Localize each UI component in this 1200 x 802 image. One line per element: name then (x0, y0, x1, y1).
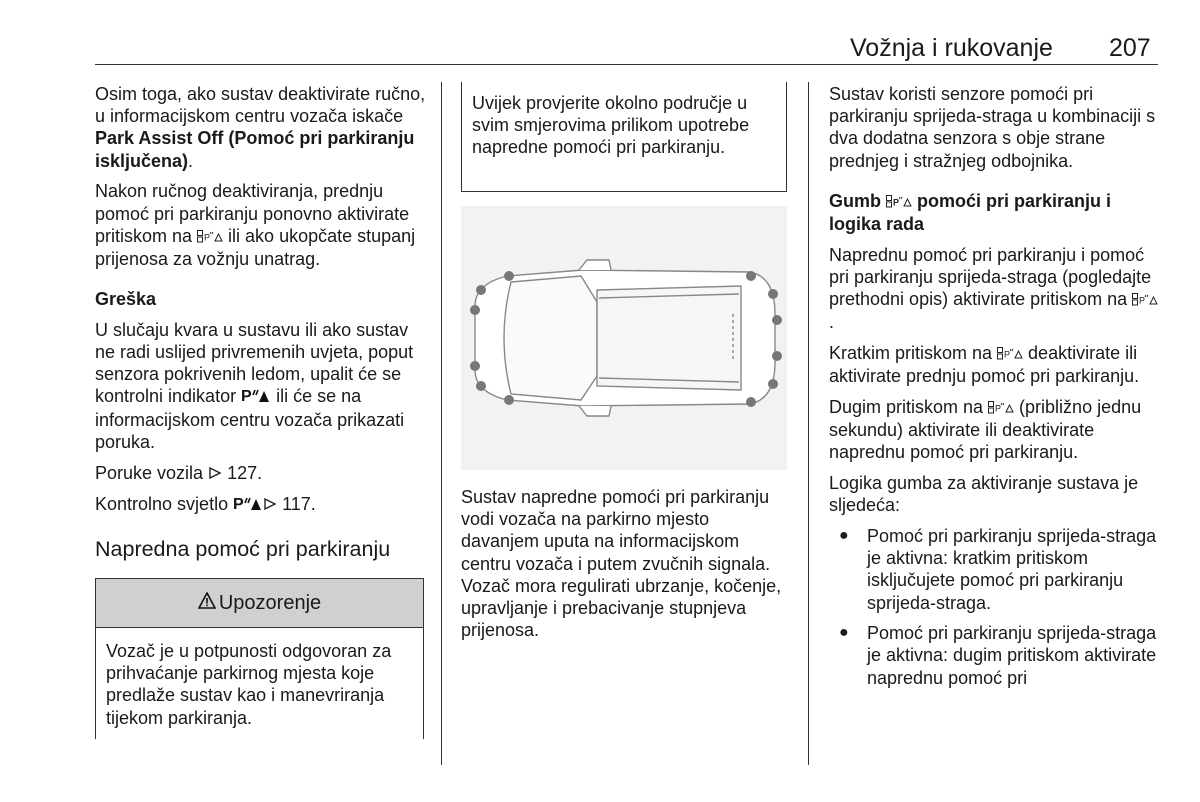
text: ili ako ukopčate stupanj prijenosa za vožnju unatrag. (95, 225, 416, 269)
page-number: 207 (1109, 34, 1151, 62)
text: Nakon ručnog deaktiviranja, prednju pomoć pri parkiranju ponovno aktivirate pritiskom na (95, 181, 410, 246)
bullet-icon: ● (839, 526, 849, 544)
page-reference: 117. (277, 494, 316, 515)
paragraph-logic-intro: Logika gumba za aktiviranje sustava je sljedeća: (829, 473, 1139, 516)
svg-text:P: P (995, 403, 1002, 414)
warning-box (95, 578, 424, 739)
paragraph-vehicle-messages (95, 462, 430, 485)
svg-text:P: P (1004, 349, 1011, 360)
svg-text:P: P (1139, 295, 1146, 306)
text: Poruke vozila (95, 462, 209, 483)
column-separator-right (808, 82, 809, 765)
park-assist-indicator-icon (241, 386, 271, 408)
warning-text: Vozač je u potpunosti odgovoran za prihvaćanje parkirnog mjesta koje predlaže sustav kao i manevriranja tijekom parkiranja. (106, 641, 392, 728)
text: ili će se na informacijskom centru vozača prikazati poruka. (95, 386, 405, 452)
paragraph-activation (829, 244, 1161, 334)
reference-arrow-icon (263, 494, 277, 516)
heading-button-logic (829, 190, 1161, 235)
car-sensor-illustration (461, 206, 787, 470)
text: . (188, 150, 194, 171)
text: U slučaju kvara u sustavu ili ako sustav ne radi uslijed privremenih uvjeta, poput senzora pokrivenih ledom, upalit će se kontrolni indikator (95, 319, 414, 407)
text: Naprednu pomoć pri parkiranju i pomoć pri parkiranju sprijeda-straga (pogledajte prethodni opis) aktivirate pritiskom na (829, 244, 1152, 310)
column-separator-left (441, 82, 442, 765)
park-assist-button-icon (988, 397, 1014, 419)
heading-fault: Greška (95, 289, 157, 310)
note-box (461, 82, 787, 192)
text: Kratkim pritiskom na (829, 343, 998, 364)
paragraph-manual-deactivation (95, 83, 430, 172)
paragraph-fault (95, 319, 430, 453)
text: pomoći pri parkiranju i logika rada (829, 190, 1112, 235)
paragraph-long-press (829, 396, 1161, 464)
warning-triangle-icon (198, 592, 216, 615)
park-assist-button-icon (1132, 289, 1158, 311)
page-reference: 127. (222, 462, 263, 483)
text: Kontrolno svjetlo (95, 494, 234, 515)
text: (približno jednu sekundu) aktivirate ili deaktivirate naprednu pomoć pri parkiranju. (829, 396, 1142, 463)
park-assist-button-icon (886, 191, 912, 213)
text: Gumb (829, 190, 886, 211)
bullet-text: Pomoć pri parkiranju sprijeda-straga je aktivna: kratkim pritiskom isključujete pomoć pri parkiranju sprijeda-straga. (867, 525, 1157, 613)
paragraph-sensors: Sustav koristi senzore pomoći pri parkiranju sprijeda-straga u kombinaciji s dva dodatna senzora s obje strane prednjeg i stražnjeg odbojnika. (829, 84, 1156, 171)
park-assist-button-icon (997, 343, 1023, 365)
reference-arrow-icon (208, 463, 222, 485)
bullet-icon: ● (839, 624, 849, 642)
column-3 (829, 83, 1161, 697)
list-item (829, 622, 1161, 689)
text: Osim toga, ako sustav deaktivirate ručno, u informacijskom centru vozača iskače (95, 84, 426, 127)
svg-text:P: P (893, 197, 900, 208)
note-text: Uvijek provjerite okolno područje u svim smjerovima prilikom upotrebe napredne pomoći pri parkiranju. (472, 93, 750, 158)
paragraph-short-press (829, 342, 1161, 387)
park-assist-indicator-icon (233, 494, 263, 516)
park-assist-button-icon (197, 226, 223, 248)
section-title: Napredna pomoć pri parkiranju (95, 537, 391, 562)
column-1 (95, 83, 430, 571)
bullet-text: Pomoć pri parkiranju sprijeda-straga je aktivna: dugim pritiskom aktivirate naprednu pomoć pri (867, 623, 1157, 688)
message-park-assist-off: Park Assist Off (Pomoć pri parkiranju isključena) (95, 128, 415, 171)
header-rule (95, 64, 1158, 65)
column-2-text (461, 486, 791, 650)
svg-text:P: P (233, 496, 244, 512)
list-item (829, 525, 1161, 614)
text: deaktivirate ili aktivirate prednju pomoć pri parkiranju. (829, 343, 1140, 387)
svg-text:P: P (241, 388, 252, 404)
warning-title: Upozorenje (218, 591, 322, 614)
text: . (829, 312, 835, 333)
chapter-title: Vožnja i rukovanje (850, 34, 1053, 62)
paragraph-reactivation (95, 180, 430, 270)
paragraph-control-light (95, 493, 430, 516)
text: Dugim pritiskom na (829, 396, 989, 417)
svg-text:P: P (204, 232, 211, 243)
paragraph-advanced-park-assist: Sustav napredne pomoći pri parkiranju vodi vozača na parkirno mjesto davanjem uputa na informacijskom centru vozača i putem zvučnih signala. Vozač mora regulirati ubrzanje, kočenje, upravljanje i prebacivanje stupnjeva prijenosa. (461, 487, 782, 641)
warning-header (96, 579, 423, 628)
